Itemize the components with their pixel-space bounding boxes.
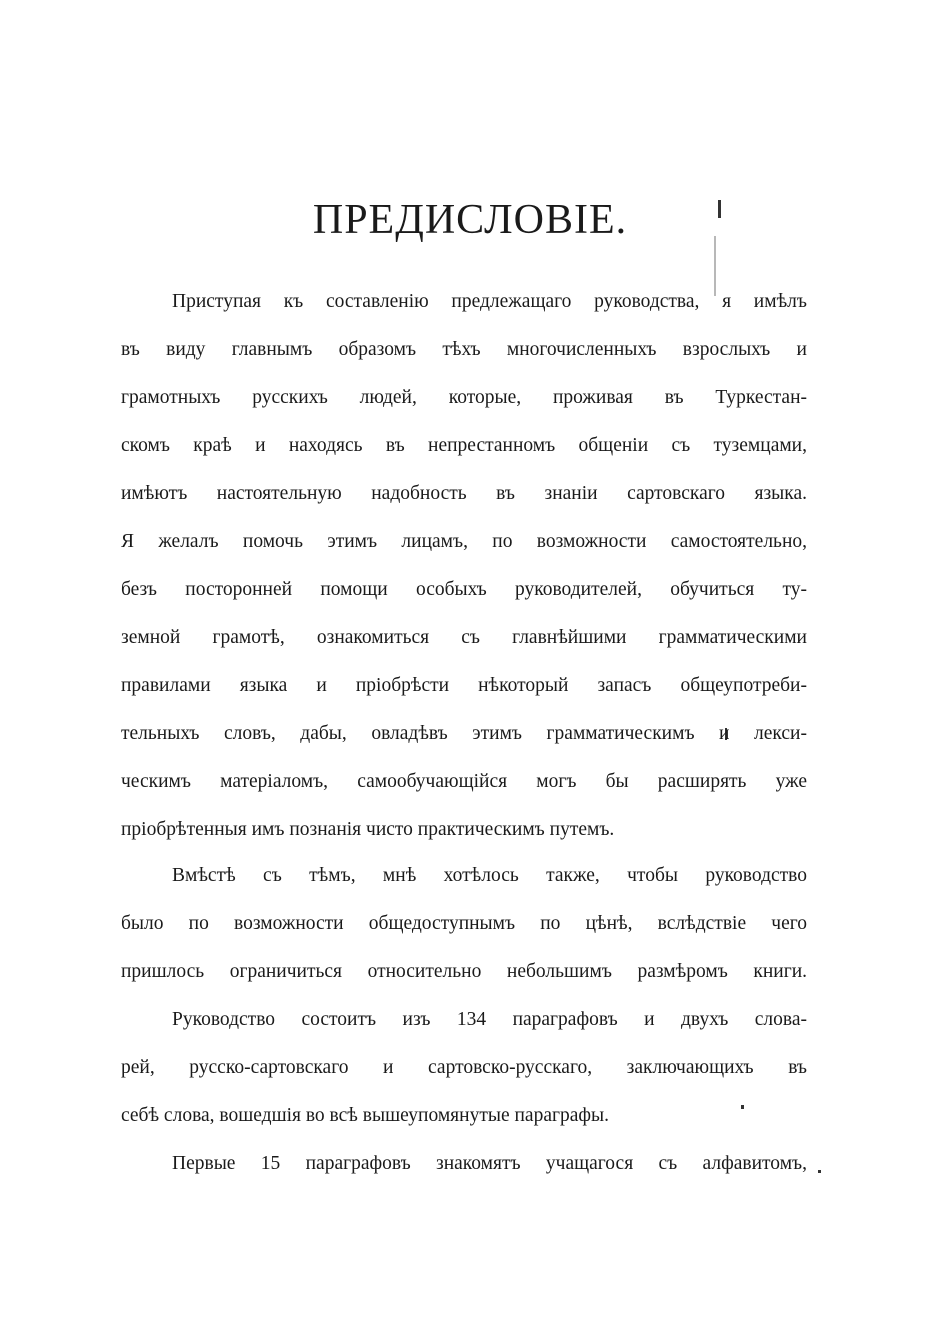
text-line: имѣютъ настоятельную надобность въ знаніи сартовскаго языка.: [121, 483, 807, 504]
scan-speck: [718, 200, 721, 218]
text-line: въ виду главнымъ образомъ тѣхъ многочисленныхъ взрослыхъ и: [121, 339, 807, 360]
text-line: себѣ слова, вошедшія во всѣ вышеупомянутые параграфы.: [121, 1105, 609, 1126]
text-line: скомъ краѣ и находясь въ непрестанномъ общеніи съ туземцами,: [121, 435, 807, 456]
text-line: правилами языка и пріобрѣсти нѣкоторый запасъ общеупотреби-: [121, 675, 807, 696]
text-line: Руководство состоитъ изъ 134 параграфовъ и двухъ слова-: [172, 1009, 807, 1030]
text-line: было по возможности общедоступнымъ по цѣнѣ, вслѣдствіе чего: [121, 913, 807, 934]
text-line: Вмѣстѣ съ тѣмъ, мнѣ хотѣлось также, чтобы руководство: [172, 865, 807, 886]
text-line: Первые 15 параграфовъ знакомятъ учащагося съ алфавитомъ,: [172, 1153, 807, 1174]
text-line: тельныхъ словъ, дабы, овладѣвъ этимъ грамматическимъ и лекси-: [121, 723, 807, 744]
text-line: Я желалъ помочь этимъ лицамъ, по возможности самостоятельно,: [121, 531, 807, 552]
text-line: пріобрѣтенныя имъ познанія чисто практическимъ путемъ.: [121, 819, 615, 840]
text-line: рей, русско-сартовскаго и сартовско-русскаго, заключающихъ въ: [121, 1057, 807, 1078]
text-line: ческимъ матеріаломъ, самообучающійся могъ бы расширять уже: [121, 771, 807, 792]
text-line: земной грамотѣ, ознакомиться съ главнѣйшими грамматическими: [121, 627, 807, 648]
page-title: ПРЕДИСЛОВІЕ.: [312, 197, 628, 243]
text-line: пришлось ограничиться относительно небольшимъ размѣромъ книги.: [121, 961, 807, 982]
text-line: грамотныхъ русскихъ людей, которые, проживая въ Туркестан-: [121, 387, 807, 408]
text-line: безъ посторонней помощи особыхъ руководителей, обучиться ту-: [121, 579, 807, 600]
scan-speck: [818, 1170, 821, 1173]
text-line: Приступая къ составленію предлежащаго руководства, я имѣлъ: [172, 291, 807, 312]
